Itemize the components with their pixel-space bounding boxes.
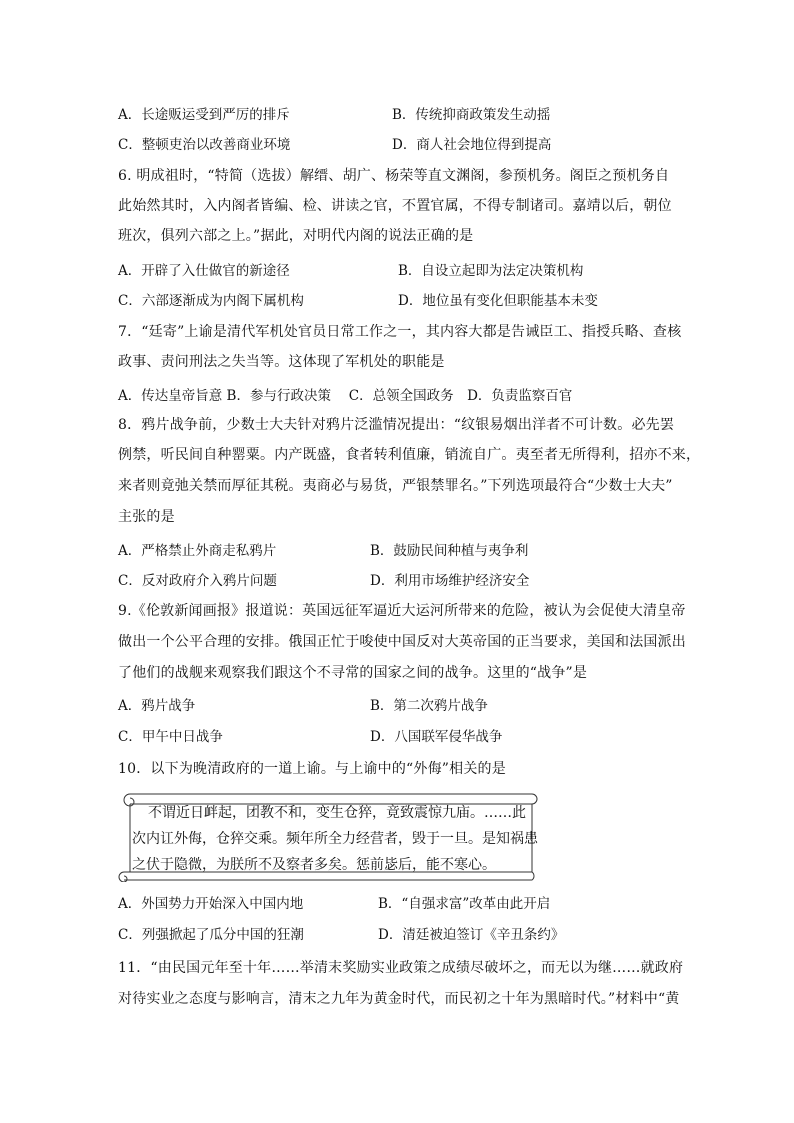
decree-line-1: 不谓近日衅起，团教不和，变生仓猝，竟致震惊九庙。……此 [148, 805, 526, 821]
q8-option-a: A．严格禁止外商走私鸦片 [118, 543, 277, 559]
q10-option-a: A．外国势力开始深入中国内地 [118, 896, 304, 912]
q10-decree-scroll [118, 790, 538, 882]
q8-stem-line-2: 例禁，听民间自种罂粟。内产既盛，食者转利值廉，销流自广。夷至者无所得利，招亦不来， [118, 447, 701, 463]
q11-stem-line-2: 对待实业之态度与影响言，清末之九年为黄金时代，而民初之十年为黑暗时代。”材料中“黄 [118, 991, 680, 1007]
q5-option-b: B．传统抑商政策发生动摇 [392, 107, 551, 123]
q10-option-d: D．清廷被迫签订《辛丑条约》 [378, 927, 565, 943]
q11-stem-line-1: 11．“由民国元年至十年……举清末奖励实业政策之成绩尽破坏之，而无以为继……就政府 [118, 960, 684, 976]
q9-option-c: C．甲午中日战争 [118, 729, 223, 745]
q10-stem: 10．以下为晚清政府的一道上谕。与上谕中的“外侮”相关的是 [118, 761, 506, 777]
q6-stem-line-2: 此始然其时，入内阁者皆编、检、讲读之官，不置官属，不得专制诸司。嘉靖以后，朝位 [118, 198, 672, 214]
q6-stem-line-1: 6. 明成祖时，“特简（选拔）解缙、胡广、杨荣等直文渊阁，参预机务。阁臣之预机务自 [118, 168, 670, 184]
q6-option-a: A．开辟了入仕做官的新途径 [118, 263, 290, 279]
q8-option-b: B．鼓励民间种植与夷争利 [370, 543, 529, 559]
q9-option-a: A．鸦片战争 [118, 698, 196, 714]
q5-option-d: D．商人社会地位得到提高 [392, 137, 552, 153]
q8-stem-line-4: 主张的是 [118, 509, 175, 525]
q6-option-d: D．地位虽有变化但职能基本未变 [398, 293, 598, 309]
q8-option-c: C．反对政府介入鸦片问题 [118, 573, 277, 589]
decree-line-2: 次内讧外侮，仓猝交乘。频年所全力经营者，毁于一旦。是知祸患 [132, 831, 538, 847]
decree-line-3: 之伏于隐微，为朕所不及察者多矣。惩前毖后，能不寒心。 [132, 857, 496, 873]
q6-option-c: C．六部逐渐成为内阁下属机构 [118, 293, 304, 309]
q7-stem-line-1: 7．“廷寄”上谕是清代军机处官员日常工作之一，其内容大都是告诫臣工、指授兵略、查核 [118, 324, 682, 340]
q10-option-b: B．“自强求富”改革由此开启 [378, 896, 551, 912]
q8-option-d: D．利用市场维护经济安全 [370, 573, 530, 589]
q5-option-a: A．长途贩运受到严厉的排斥 [118, 107, 290, 123]
q9-stem-line-2: 做出一个公平合理的安排。俄国正忙于唆使中国反对大英帝国的正当要求，美国和法国派出 [118, 634, 686, 650]
q9-option-d: D．八国联军侵华战争 [370, 729, 503, 745]
q9-option-b: B．第二次鸦片战争 [370, 698, 488, 714]
q7-options: A．传达皇帝旨意 B．参与行政决策 C．总领全国政务 D．负责监察百官 [118, 388, 573, 404]
q7-stem-line-2: 政事、责问刑法之失当等。这体现了军机处的职能是 [118, 354, 445, 370]
q8-stem-line-1: 8．鸦片战争前，少数士大夫针对鸦片泛滥情况提出：“纹银易烟出洋者不可计数。必先罢 [118, 417, 675, 433]
q5-option-c: C．整顿吏治以改善商业环境 [118, 137, 291, 153]
q9-stem-line-3: 了他们的战舰来观察我们跟这个不寻常的国家之间的战争。这里的“战争”是 [118, 665, 588, 681]
q8-stem-line-3: 来者则竟弛关禁而厚征其税。夷商必与易货，严银禁罪名。”下列选项最符合“少数士大夫” [118, 478, 673, 494]
q10-option-c: C．列强掀起了瓜分中国的狂潮 [118, 927, 304, 943]
q9-stem-line-1: 9.《伦敦新闻画报》报道说：英国远征军逼近大运河所带来的危险，被认为会促使大清皇帝 [118, 603, 686, 619]
q6-stem-line-3: 班次，俱列六部之上。”据此，对明代内阁的说法正确的是 [118, 228, 474, 244]
q6-option-b: B．自设立起即为法定决策机构 [398, 263, 584, 279]
